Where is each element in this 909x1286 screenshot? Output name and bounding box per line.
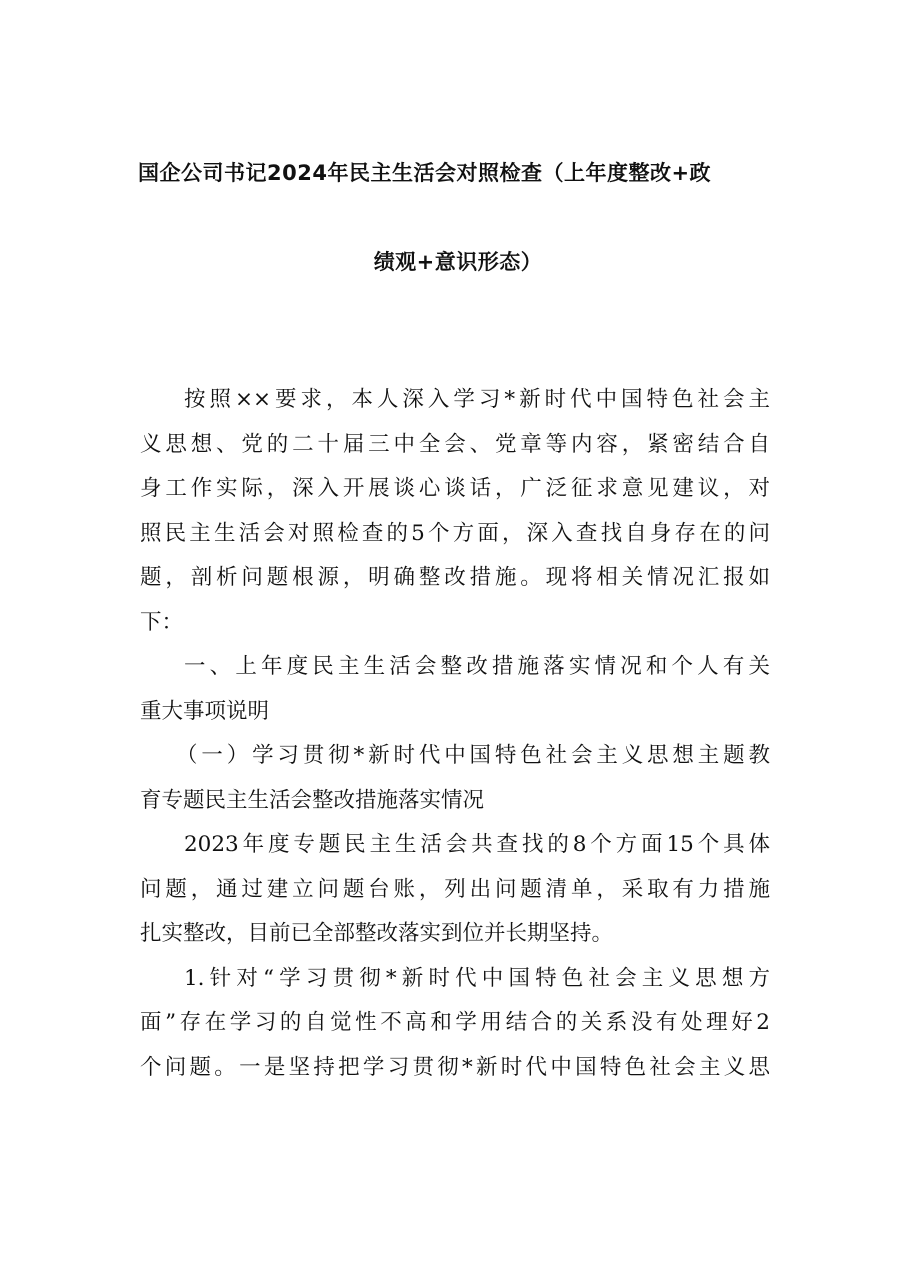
paragraph-1-line-4: 照民主生活会对照检查的5个方面，深入查找自身存在的问 <box>140 520 770 546</box>
paragraph-1-line-2: 义思想、党的二十届三中全会、党章等内容，紧密结合自 <box>140 431 770 457</box>
document-title-line-1: 国企公司书记2024年民主生活会对照检查（上年度整改+政 <box>138 161 712 185</box>
paragraph-5-line-2: 面”存在学习的自觉性不高和学用结合的关系没有处理好2 <box>140 1010 770 1035</box>
paragraph-5-line-1: 1.针对“学习贯彻*新时代中国特色社会主义思想方 <box>184 965 770 991</box>
document-body <box>140 378 770 1090</box>
paragraph-1-line-5: 题，剖析问题根源，明确整改措施。现将相关情况汇报如 <box>140 565 770 590</box>
paragraph-1-line-3: 身工作实际，深入开展谈心谈话，广泛征求意见建议，对 <box>140 476 770 501</box>
paragraph-1-line-6: 下： <box>140 609 184 635</box>
paragraph-5-line-3: 个问题。一是坚持把学习贯彻*新时代中国特色社会主义思 <box>140 1054 770 1080</box>
section-heading-line-1: 一、上年度民主生活会整改措施落实情况和个人有关 <box>184 654 770 679</box>
paragraph-1-line-1: 按照××要求，本人深入学习*新时代中国特色社会主 <box>184 387 770 412</box>
paragraph-4-line-2: 问题，通过建立问题台账，列出问题清单，采取有力措施 <box>140 876 770 902</box>
paragraph-4-line-1: 2023年度专题民主生活会共查找的8个方面15个具体 <box>184 832 770 857</box>
paragraph-4-line-3: 扎实整改，目前已全部整改落实到位并长期坚持。 <box>140 921 614 946</box>
document-title-line-2: 绩观+意识形态） <box>373 250 543 274</box>
subsection-heading-line-1: （一）学习贯彻*新时代中国特色社会主义思想主题教 <box>176 743 770 768</box>
subsection-heading-line-2: 育专题民主生活会整改措施落实情况 <box>140 787 485 813</box>
section-heading-line-2: 重大事项说明 <box>140 698 270 724</box>
